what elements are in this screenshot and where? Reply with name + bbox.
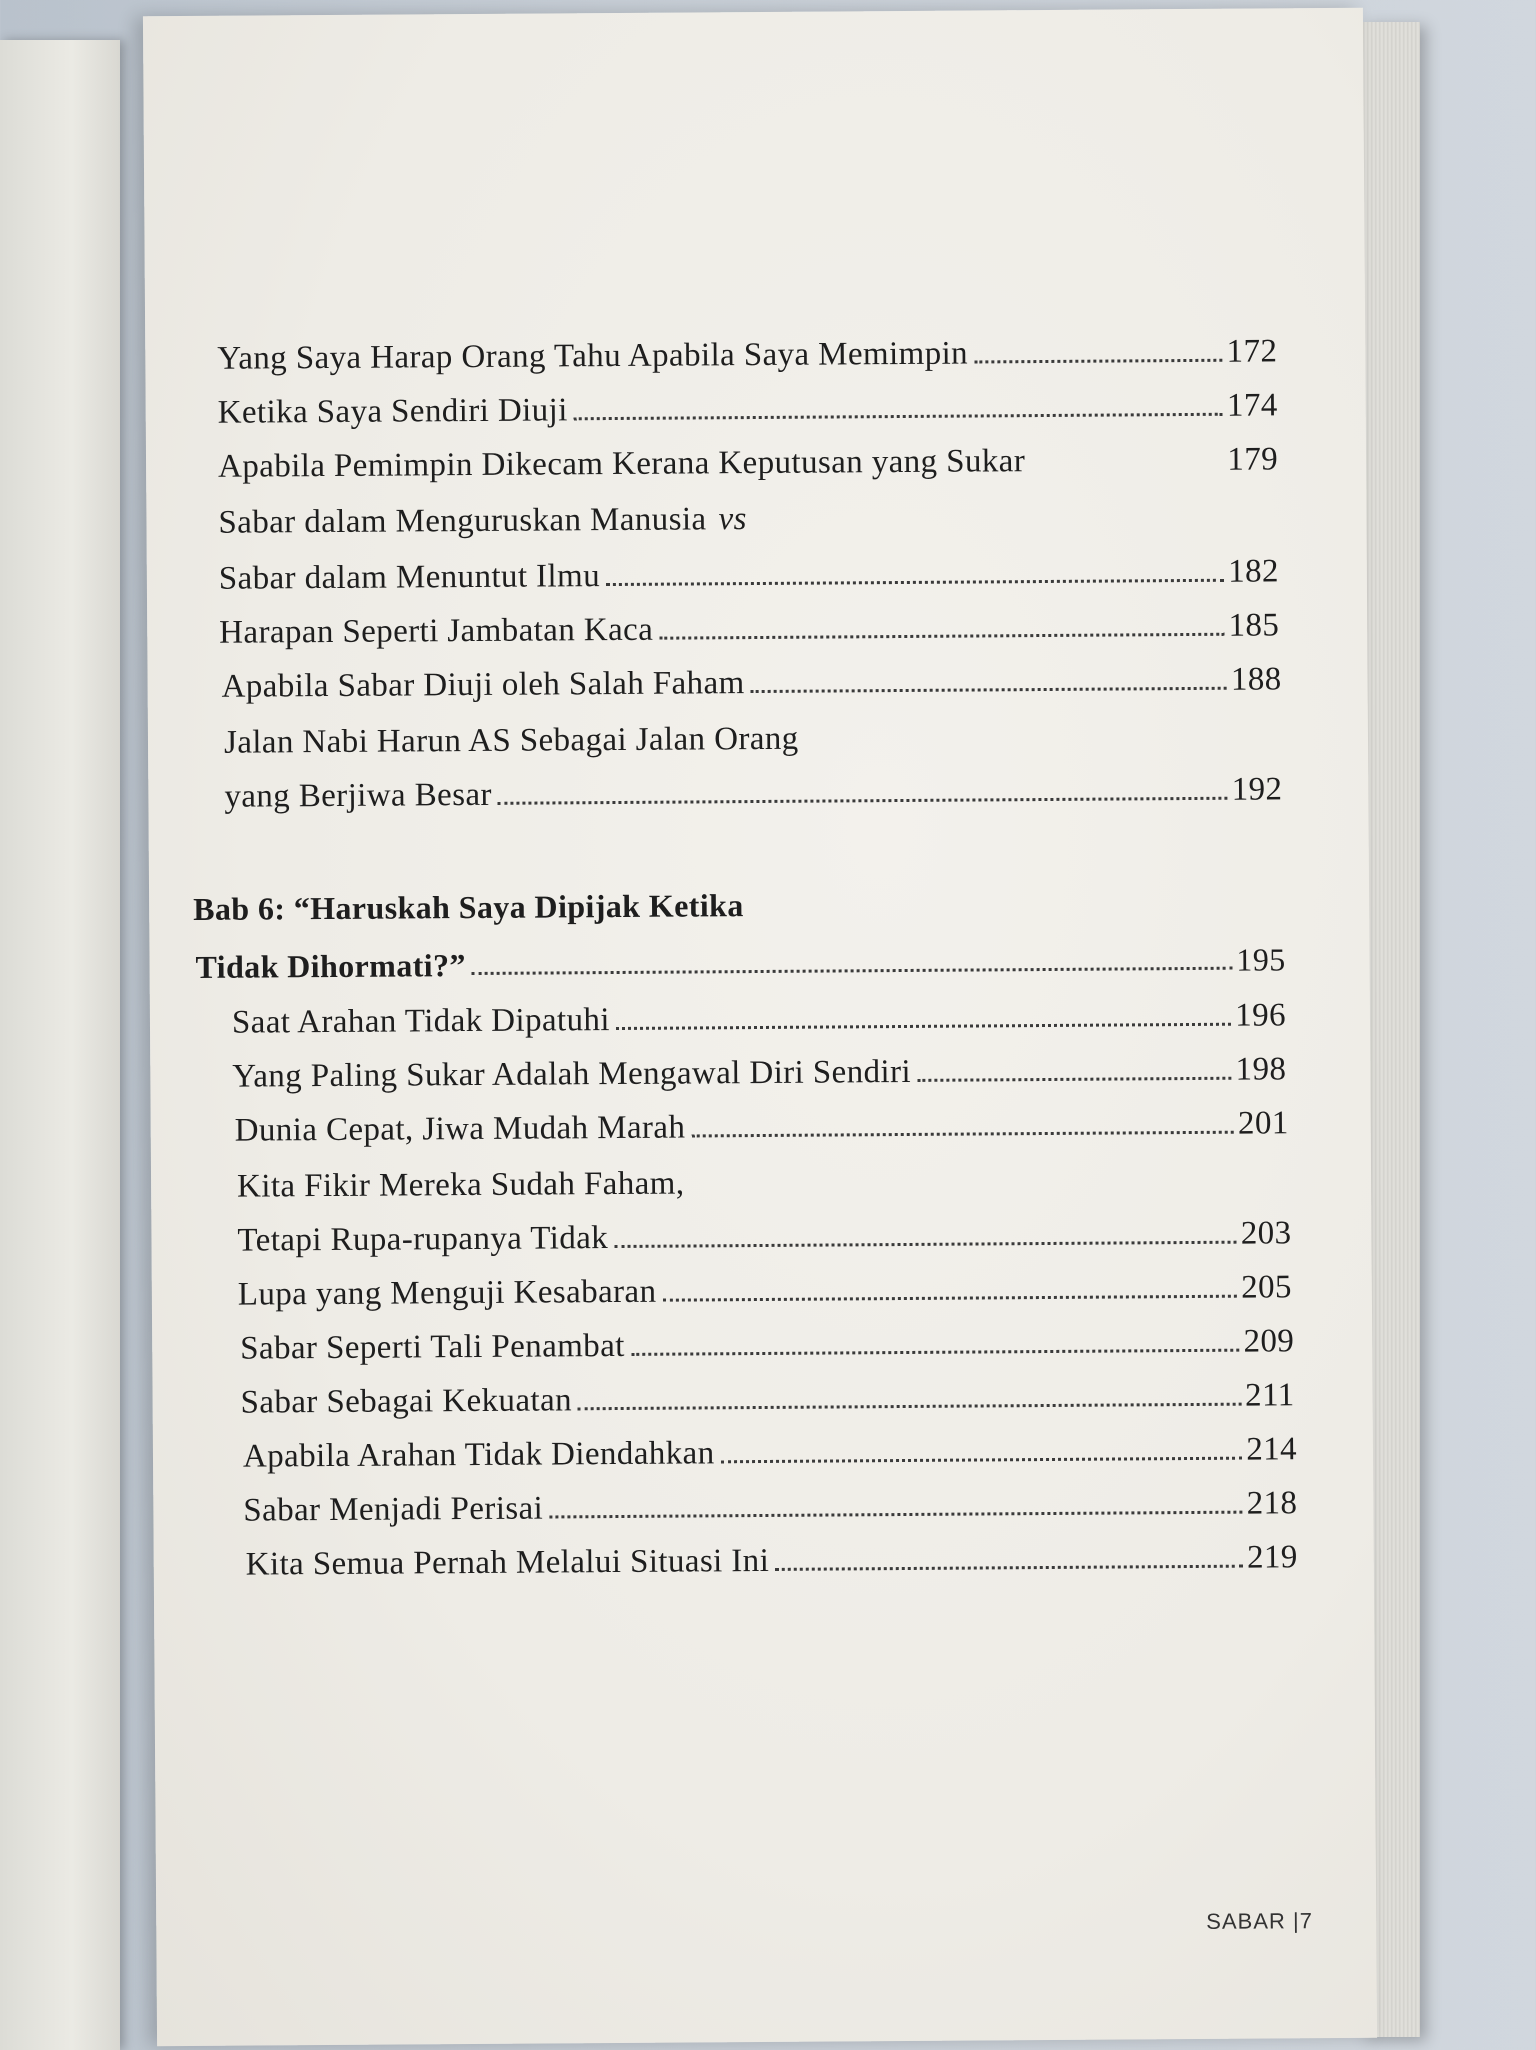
footer-book-title: SABAR: [1206, 1908, 1286, 1934]
toc-entry: [219, 546, 1279, 597]
toc-entry: [238, 1262, 1292, 1313]
toc-entry: [218, 380, 1278, 431]
toc-entry: [246, 1532, 1298, 1583]
chapter-heading-line1: Bab 6: “Haruskah Saya Dipijak Ketika: [193, 887, 744, 927]
toc-leader-dots: [974, 358, 1223, 364]
toc-entry: [224, 764, 1282, 815]
toc-entry-title: Apabila Arahan Tidak Diendahkan: [242, 1435, 715, 1475]
chapter-heading: [193, 876, 1283, 928]
toc-entry-title: Jalan Nabi Harun AS Sebagai Jalan Orang: [223, 720, 799, 761]
toc-entry-title: Saat Arahan Tidak Dipatuhi: [231, 1002, 611, 1041]
toc-entry-page: 209: [1243, 1323, 1295, 1360]
toc-entry-title: Kita Fikir Mereka Sudah Faham,: [236, 1165, 685, 1205]
table-of-contents: [143, 8, 1377, 2046]
toc-entry: [235, 1098, 1289, 1149]
toc-leader-dots: [631, 1348, 1240, 1356]
toc-leader-dots: [614, 1240, 1237, 1248]
toc-leader-dots: [616, 1022, 1231, 1030]
toc-entry-page: 214: [1246, 1431, 1298, 1468]
toc-leader-dots: [662, 1294, 1237, 1302]
toc-leader-dots: [691, 1130, 1234, 1138]
page-footer: [1206, 1908, 1313, 1935]
toc-entry-page: 196: [1235, 997, 1287, 1034]
toc-entry-page: 201: [1237, 1105, 1289, 1142]
toc-entry-page: 174: [1226, 387, 1278, 424]
toc-entry-title: yang Berjiwa Besar: [224, 776, 492, 815]
toc-entry-page: 205: [1241, 1269, 1292, 1306]
toc-entry-title: Apabila Sabar Diuji oleh Salah Faham: [221, 665, 745, 705]
toc-entry-title: Sabar dalam Menuntut Ilmu: [218, 558, 601, 597]
toc-entry-title: Apabila Pemimpin Dikecam Kerana Keputusan yang Sukar: [217, 443, 1026, 485]
toc-entry-title-suffix: vs: [718, 501, 747, 538]
toc-entry-title: Kita Semua Pernah Melalui Situasi Ini: [245, 1542, 770, 1583]
toc-leader-dots: [549, 1510, 1242, 1519]
toc-entry-title: Harapan Seperti Jambatan Kaca: [219, 611, 654, 651]
toc-entry-page: 211: [1244, 1377, 1295, 1414]
chapter-heading: [195, 934, 1285, 986]
toc-entry-page: 203: [1240, 1215, 1292, 1252]
toc-entry: [240, 1370, 1294, 1421]
toc-entry-page: 192: [1231, 771, 1283, 808]
toc-entry-page: 218: [1246, 1485, 1298, 1522]
toc-entry-title: Yang Saya Harap Orang Tahu Apabila Saya Memimpin: [217, 335, 969, 377]
toc-entry-page: 188: [1230, 661, 1282, 698]
toc-entry-title: Sabar dalam Menguruskan Manusia: [218, 501, 707, 541]
left-page: [0, 40, 120, 2050]
toc-entry: [232, 1044, 1286, 1095]
toc-entry: [221, 654, 1281, 705]
toc-entry-title: Lupa yang Menguji Kesabaran: [237, 1273, 657, 1313]
toc-entry: [237, 1154, 1291, 1205]
toc-entry-page: 182: [1228, 553, 1279, 590]
toc-entry-page: 172: [1226, 333, 1278, 370]
toc-leader-dots: [917, 1076, 1232, 1082]
toc-leader-dots: [721, 1456, 1243, 1464]
toc-entry-page: 195: [1236, 941, 1286, 978]
toc-entry: [240, 1316, 1294, 1367]
toc-entry: [224, 710, 1284, 761]
toc-entry: [232, 990, 1286, 1041]
toc-entry-page: 219: [1246, 1539, 1298, 1576]
toc-entry: [219, 600, 1279, 651]
toc-entry: [243, 1424, 1297, 1475]
toc-entry: [218, 490, 1278, 541]
toc-entry: [217, 326, 1277, 377]
toc-entry: [237, 1208, 1291, 1259]
toc-leader-dots: [498, 796, 1228, 805]
toc-entry-title: Sabar Menjadi Perisai: [243, 1490, 544, 1529]
toc-entry-page: 179: [1227, 441, 1279, 478]
chapter-heading-line2: Tidak Dihormati?”: [195, 947, 466, 985]
toc-leader-dots: [472, 966, 1233, 975]
footer-separator: |: [1292, 1908, 1300, 1934]
toc-leader-dots: [775, 1564, 1243, 1571]
toc-entry-page: 185: [1228, 607, 1280, 644]
toc-leader-dots: [574, 412, 1223, 421]
toc-leader-dots: [606, 578, 1224, 586]
toc-entry-title: Dunia Cepat, Jiwa Mudah Marah: [234, 1109, 686, 1149]
toc-entry-page: 198: [1235, 1051, 1287, 1088]
toc-entry-title: Sabar Seperti Tali Penambat: [240, 1327, 625, 1367]
toc-entry: [218, 434, 1278, 485]
toc-entry-title: Sabar Sebagai Kekuatan: [240, 1382, 573, 1421]
toc-entry: [243, 1478, 1297, 1529]
toc-entry-title: Yang Paling Sukar Adalah Mengawal Diri Sendiri: [232, 1053, 912, 1095]
toc-entry-title: Tetapi Rupa-rupanya Tidak: [237, 1220, 609, 1259]
book-page: [143, 8, 1377, 2046]
toc-leader-dots: [659, 632, 1224, 640]
footer-page-number: 7: [1299, 1908, 1314, 1934]
toc-leader-dots: [578, 1402, 1241, 1411]
toc-entry-title: Ketika Saya Sendiri Diuji: [217, 392, 568, 431]
toc-leader-dots: [751, 686, 1227, 693]
